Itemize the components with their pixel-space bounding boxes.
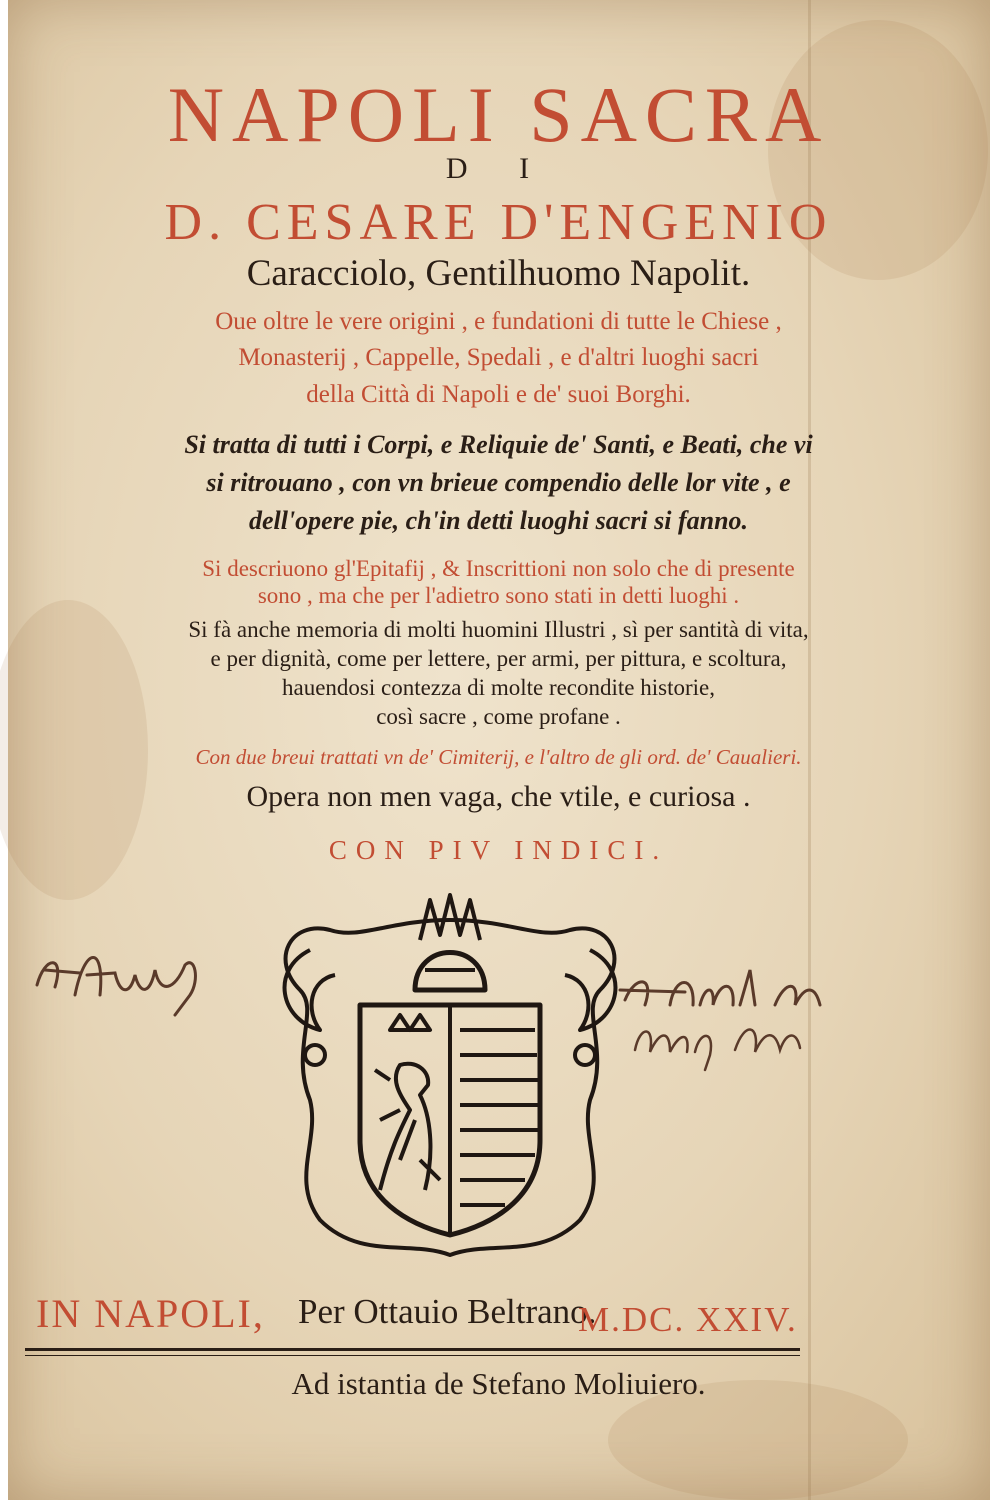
- description-line: Si fà anche memoria di molti huomini Illustri , sì per santità di vita,: [188, 617, 809, 642]
- description-line: hauendosi contezza di molte recondite historie,: [281, 675, 715, 700]
- description-line: della Città di Napoli e de' suoi Borghi.: [306, 381, 691, 408]
- description-line: Si tratta di tutti i Corpi, e Reliquie de' Santi, e Beati, che vi: [184, 430, 813, 459]
- coat-of-arms-woodcut-icon: [250, 880, 650, 1270]
- treatises-line: Con due breui trattati vn de' Cimiterij, e l'altro de gli ord. de' Caualieri.: [195, 745, 802, 769]
- description-line: e per dignità, come per lettere, per armi, per pittura, e scoltura,: [210, 646, 787, 671]
- indices-line: CON PIV INDICI.: [328, 835, 669, 865]
- imprint-place: IN NAPOLI,: [36, 1291, 265, 1336]
- description-line: sono , ma che per l'adietro sono stati in detti luoghi .: [257, 583, 740, 608]
- description-line: dell'opere pie, ch'in detti luoghi sacri si fanno.: [248, 506, 749, 535]
- imprint-rule: [25, 1348, 800, 1351]
- imprint-rule: [25, 1355, 800, 1356]
- description-line: Si descriuono gl'Epitafij , & Inscrittioni non solo che di presente: [202, 556, 795, 581]
- description-line: si ritrouano , con vn brieue compendio delle lor vite , e: [206, 468, 791, 497]
- author-name: D. CESARE D'ENGENIO: [164, 194, 833, 251]
- description-line: Oue oltre le vere origini , e fundationi di tutte le Chiese ,: [215, 308, 782, 335]
- handwritten-signature-left: [25, 925, 225, 1025]
- imprint-year: M.DC. XXIV.: [578, 1300, 798, 1339]
- imprint-printer: Per Ottauio Beltrano.: [298, 1292, 597, 1331]
- book-title: NAPOLI SACRA: [167, 71, 830, 158]
- bookseller-line: Ad istantia de Stefano Moliuiero.: [291, 1366, 706, 1401]
- author-subtitle: Caracciolo, Gentilhuomo Napolit.: [246, 253, 751, 294]
- by-line: D I: [445, 152, 552, 185]
- work-description-line: Opera non men vaga, che vtile, e curiosa .: [246, 780, 751, 813]
- description-line: così sacre , come profane .: [376, 704, 621, 729]
- handwritten-signature-right: [615, 960, 855, 1080]
- description-line: Monasterij , Cappelle, Spedali , e d'altri luoghi sacri: [238, 344, 759, 371]
